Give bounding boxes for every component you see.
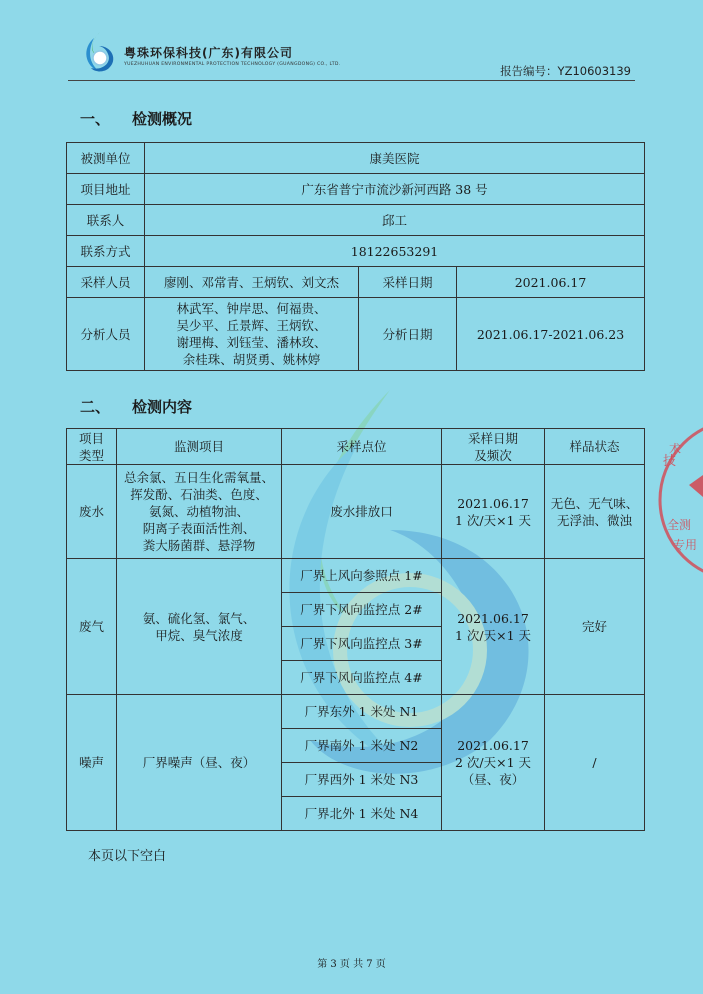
unit-value: 康美医院 — [145, 143, 645, 174]
phone-label: 联系方式 — [67, 236, 145, 267]
section-1-label: 检测概况 — [132, 110, 193, 128]
header-type: 项目 类型 — [67, 429, 117, 465]
wastewater-point: 废水排放口 — [282, 465, 442, 559]
analyst-line: 余桂珠、胡贤勇、姚林婷 — [182, 352, 321, 367]
table-row — [67, 205, 645, 236]
analyst-line: 林武军、钟岸思、何福贵、 — [176, 301, 327, 316]
table-row — [67, 559, 645, 593]
analyst-label: 分析人员 — [67, 298, 145, 371]
noise-point: 厂界东外 1 米处 N1 — [282, 695, 442, 729]
stamp-text: 技 — [663, 454, 677, 469]
sampler-value: 廖刚、邓常青、王炳钦、刘文杰 — [145, 267, 359, 298]
waste-gas-date: 2021.06.17 1 次/天×1 天 — [442, 559, 545, 695]
waste-gas-items: 氨、硫化氢、氯气、 甲烷、臭气浓度 — [117, 559, 282, 695]
noise-state: / — [545, 695, 645, 831]
analysis-date-value: 2021.06.17-2021.06.23 — [457, 298, 645, 371]
table-header-row — [67, 429, 645, 465]
address-label: 项目地址 — [67, 174, 145, 205]
inspection-stamp-icon — [645, 425, 703, 575]
header-date: 采样日期 及频次 — [442, 429, 545, 465]
noise-date: 2021.06.17 2 次/天×1 天 （昼、夜） — [442, 695, 545, 831]
wastewater-type: 废水 — [67, 465, 117, 559]
waste-gas-state: 完好 — [545, 559, 645, 695]
waste-gas-point: 厂界上风向参照点 1# — [282, 559, 442, 593]
address-value: 广东省普宁市流沙新河西路 38 号 — [145, 174, 645, 205]
noise-point: 厂界北外 1 米处 N4 — [282, 797, 442, 831]
waste-gas-point: 厂界下风向监控点 3# — [282, 627, 442, 661]
section-1-number: 一、 — [80, 110, 111, 128]
company-name-en: YUEZHUHUAN ENVIRONMENTAL PROTECTION TECHNOLOGY (GUANGDONG) CO., LTD. — [124, 62, 341, 67]
section-2-title — [80, 396, 192, 417]
contact-value: 邱工 — [145, 205, 645, 236]
noise-type: 噪声 — [67, 695, 117, 831]
analyst-line: 吴少平、丘景辉、王炳钦、 — [176, 318, 327, 333]
table-row — [67, 695, 645, 729]
content-table — [66, 428, 645, 831]
stamp-text: 全测 — [667, 518, 692, 532]
sample-date-label: 采样日期 — [359, 267, 457, 298]
blank-note: 本页以下空白 — [88, 849, 167, 864]
company-logo-icon — [78, 30, 118, 74]
header-point: 采样点位 — [282, 429, 442, 465]
table-row — [67, 174, 645, 205]
waste-gas-point: 厂界下风向监控点 2# — [282, 593, 442, 627]
section-1-title — [80, 108, 192, 129]
header-item: 监测项目 — [117, 429, 282, 465]
header-divider — [68, 80, 635, 81]
unit-label: 被测单位 — [67, 143, 145, 174]
sample-date-value: 2021.06.17 — [457, 267, 645, 298]
section-2-label: 检测内容 — [132, 398, 193, 416]
report-number: 报告编号：YZ10603139 — [500, 64, 631, 78]
waste-gas-type: 废气 — [67, 559, 117, 695]
waste-gas-point: 厂界下风向监控点 4# — [282, 661, 442, 695]
header-state: 样品状态 — [545, 429, 645, 465]
analyst-value — [145, 298, 359, 371]
table-row — [67, 143, 645, 174]
section-2-number: 二、 — [80, 398, 111, 416]
table-row — [67, 267, 645, 298]
contact-label: 联系人 — [67, 205, 145, 236]
analyst-line: 谢理梅、刘钰莹、潘林玫、 — [176, 335, 327, 350]
stamp-text: 术 — [669, 442, 682, 456]
table-row — [67, 236, 645, 267]
phone-value: 18122653291 — [145, 236, 645, 267]
table-row — [67, 298, 645, 371]
wastewater-date: 2021.06.17 1 次/天×1 天 — [442, 465, 545, 559]
noise-item: 厂界噪声（昼、夜） — [117, 695, 282, 831]
table-row — [67, 465, 645, 559]
overview-table — [66, 142, 645, 371]
wastewater-items: 总余氯、五日生化需氧量、 挥发酚、石油类、色度、 氨氮、动植物油、 阴离子表面活性剂、 粪大肠菌群、悬浮物 — [117, 465, 282, 559]
analysis-date-label: 分析日期 — [359, 298, 457, 371]
stamp-text: 专用 — [673, 538, 698, 552]
sampler-label: 采样人员 — [67, 267, 145, 298]
noise-point: 厂界南外 1 米处 N2 — [282, 729, 442, 763]
company-name-cn: 粤珠环保科技(广东)有限公司 — [124, 46, 293, 60]
page-footer: 第 3 页 共 7 页 — [317, 959, 386, 970]
wastewater-state: 无色、无气味、 无浮油、微浊 — [545, 465, 645, 559]
noise-point: 厂界西外 1 米处 N3 — [282, 763, 442, 797]
